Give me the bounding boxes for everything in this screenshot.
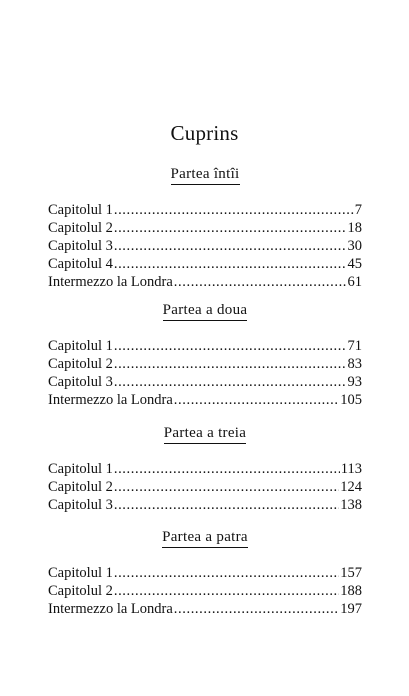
toc-entry-page: 30 [347, 238, 362, 254]
toc-entry-label: Capitolul 1 [48, 565, 113, 581]
toc-entry-page: 157 [340, 565, 362, 581]
toc-entry-page: 105 [340, 392, 362, 408]
dot-leader [114, 373, 347, 391]
dot-leader [114, 219, 347, 237]
toc-entry-page: 197 [340, 601, 362, 617]
toc-entry-page: 93 [347, 374, 362, 390]
toc-entry-label: Intermezzo la Londra [48, 601, 173, 617]
dot-leader [114, 337, 347, 355]
toc-part-1 [48, 165, 362, 291]
toc-entry[interactable] [48, 355, 362, 373]
toc-entry[interactable] [48, 273, 362, 291]
toc-entry-page: 124 [340, 479, 362, 495]
toc-entry-label: Capitolul 1 [48, 202, 113, 218]
toc-entry-label: Intermezzo la Londra [48, 274, 173, 290]
toc-entry-label: Capitolul 2 [48, 220, 113, 236]
toc-entry[interactable] [48, 460, 362, 478]
toc-entry-page: 83 [347, 356, 362, 372]
dot-leader [114, 478, 339, 496]
toc-entry[interactable] [48, 496, 362, 514]
dot-leader [174, 273, 347, 291]
dot-leader [114, 255, 347, 273]
toc-entry-page: 188 [340, 583, 362, 599]
toc-entry[interactable] [48, 373, 362, 391]
toc-entry-label: Capitolul 3 [48, 497, 113, 513]
toc-part-3 [48, 424, 362, 514]
toc-entry-label: Capitolul 2 [48, 583, 113, 599]
toc-entry-label: Capitolul 4 [48, 256, 113, 272]
toc-entry-label: Capitolul 3 [48, 374, 113, 390]
toc-entry[interactable] [48, 237, 362, 255]
toc-entry-page: 7 [354, 202, 362, 218]
toc-part-2 [48, 301, 362, 409]
toc-list [48, 460, 362, 514]
dot-leader [114, 582, 339, 600]
toc-entry[interactable] [48, 337, 362, 355]
toc-entry-page: 61 [347, 274, 362, 290]
toc-entry-label: Capitolul 3 [48, 238, 113, 254]
toc-part-4 [48, 528, 362, 618]
toc-entry-label: Capitolul 1 [48, 338, 113, 354]
dot-leader [114, 237, 347, 255]
toc-entry[interactable] [48, 478, 362, 496]
toc-entry-label: Capitolul 2 [48, 356, 113, 372]
toc-entry-label: Intermezzo la Londra [48, 392, 173, 408]
page-title: Cuprins [170, 121, 239, 145]
dot-leader [114, 460, 340, 478]
toc-entry[interactable] [48, 255, 362, 273]
toc-list [48, 337, 362, 409]
toc-entry[interactable] [48, 201, 362, 219]
toc-entry-page: 138 [340, 497, 362, 513]
toc-entry[interactable] [48, 564, 362, 582]
toc-entry[interactable] [48, 391, 362, 409]
dot-leader [174, 600, 339, 618]
part-heading: Partea a treia [164, 424, 246, 444]
part-heading: Partea întîi [171, 165, 240, 185]
toc-entry[interactable] [48, 582, 362, 600]
toc-entry-label: Capitolul 1 [48, 461, 113, 477]
toc-entry[interactable] [48, 219, 362, 237]
part-heading: Partea a doua [163, 301, 248, 321]
toc-entry-page: 18 [347, 220, 362, 236]
toc-entry-page: 45 [347, 256, 362, 272]
toc-entry-page: 71 [347, 338, 362, 354]
part-heading: Partea a patra [162, 528, 248, 548]
toc-entry-page: 113 [340, 461, 362, 477]
dot-leader [114, 496, 339, 514]
toc-list [48, 564, 362, 618]
toc-entry[interactable] [48, 600, 362, 618]
dot-leader [174, 391, 339, 409]
dot-leader [114, 355, 347, 373]
dot-leader [114, 201, 354, 219]
toc-entry-label: Capitolul 2 [48, 479, 113, 495]
dot-leader [114, 564, 339, 582]
toc-list [48, 201, 362, 291]
